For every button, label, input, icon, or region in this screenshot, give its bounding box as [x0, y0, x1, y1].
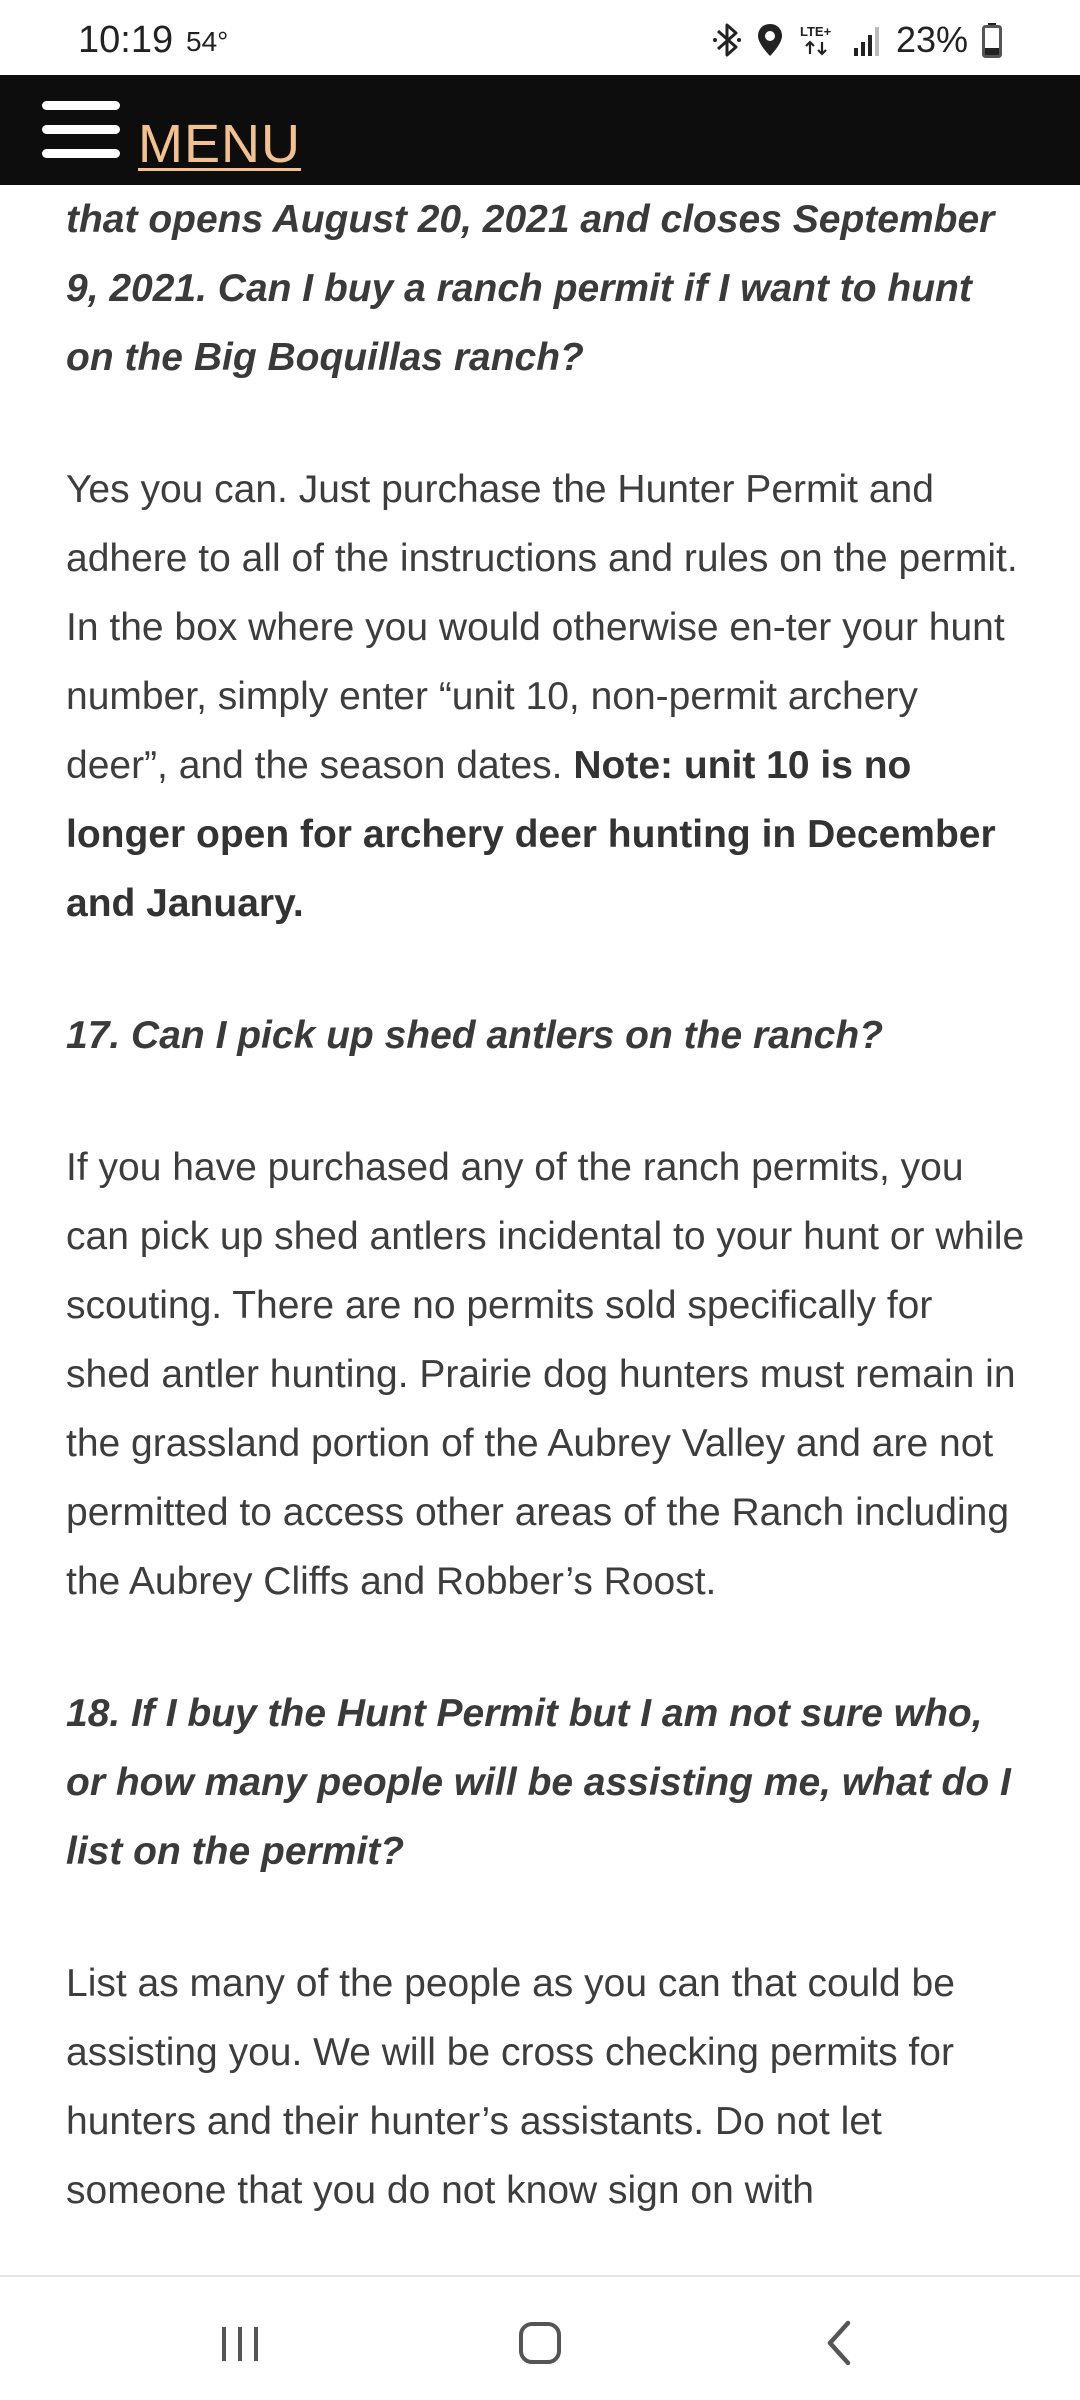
faq-answer-16-note: Note: unit 10 is no longer open for archery deer hunting in December and January. [66, 744, 996, 925]
lte-icon [798, 22, 838, 58]
spacer [66, 392, 1026, 455]
hamburger-menu-icon[interactable] [42, 97, 120, 163]
lte-text: LTE+ [799, 24, 832, 39]
signal-icon [852, 22, 882, 58]
spacer [66, 938, 1026, 1001]
faq-content [66, 185, 1026, 2275]
spacer [66, 1616, 1026, 1679]
status-time: 10:19 [78, 19, 174, 61]
faq-question-18: 18. If I buy the Hunt Permit but I am not sure who, or how many people will be assisting me, what do I list on the permit? [66, 1692, 1011, 1873]
spacer [66, 1886, 1026, 1949]
site-header [0, 75, 1080, 185]
status-bar [0, 0, 1080, 75]
location-icon [756, 22, 784, 58]
faq-answer-18: List as many of the people as you can that could be assisting you. We will be cross checking permits for hunters and their hunter’s assistants. Do not let someone that you do not know sign on with [66, 1962, 955, 2212]
battery-icon [982, 22, 1002, 58]
battery-percent: 23% [895, 19, 968, 60]
system-nav-bar [0, 2275, 1080, 2400]
faq-question-16-tail: that opens August 20, 2021 and closes September 9, 2021. Can I buy a ranch permit if I want to hunt on the Big Boquillas ranch? [66, 198, 995, 379]
status-icons [712, 18, 1002, 62]
menu-link[interactable]: MENU [138, 114, 301, 174]
bluetooth-icon [712, 22, 742, 58]
status-temperature: 54° [186, 26, 229, 57]
faq-answer-16-text: Yes you can. Just purchase the Hunter Permit and adhere to all of the instructions and rules on the permit. In the box where you would otherwise en-ter your hunt number, simply enter “unit 10, non-permit archery deer”, and the season dates. [66, 468, 1018, 787]
recent-apps-icon[interactable] [200, 2303, 280, 2383]
faq-answer-17: If you have purchased any of the ranch permits, you can pick up shed antlers incidental to your hunt or while scouting. There are no permits sold specifically for shed antler hunting. Prairie dog hunters must remain in the grassland portion of the Aubrey Valley and are not permitted to access other areas of the Ranch including the Aubrey Cliffs and Robber’s Roost. [66, 1146, 1025, 1603]
back-icon[interactable] [800, 2303, 880, 2383]
spacer [66, 1070, 1026, 1133]
faq-question-17: 17. Can I pick up shed antlers on the ranch? [66, 1014, 884, 1057]
faq-answer-16 [66, 455, 1026, 938]
home-icon[interactable] [500, 2303, 580, 2383]
